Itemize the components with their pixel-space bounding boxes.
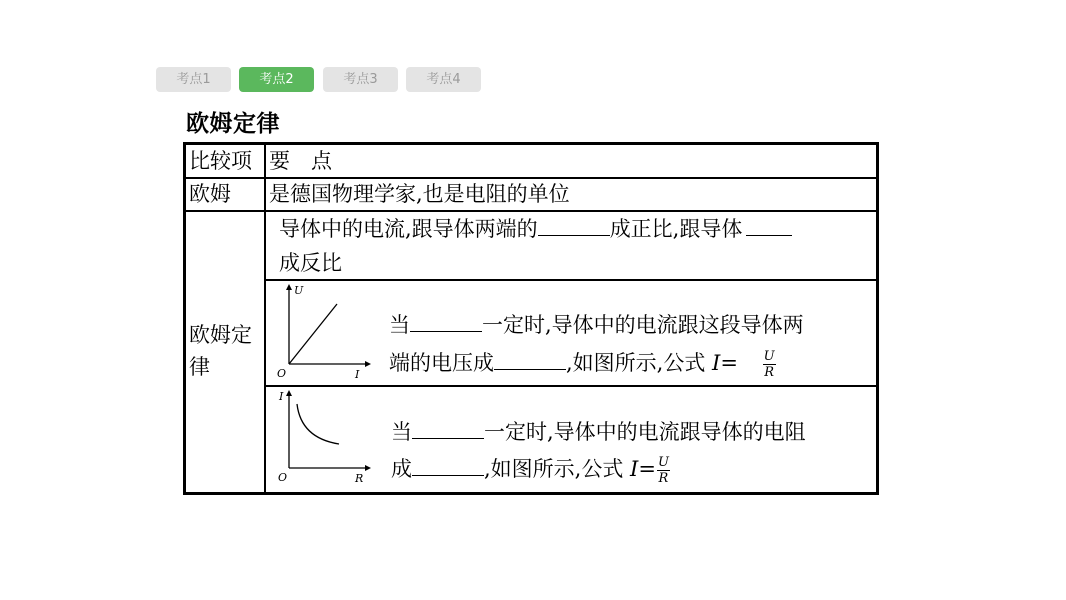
formula-eq: = bbox=[720, 351, 738, 375]
row-divider-ohm bbox=[186, 210, 876, 212]
row-divider-graph bbox=[266, 385, 876, 387]
header-compare-item: 比较项 bbox=[189, 149, 252, 173]
row-ohm-label: 欧姆 bbox=[189, 182, 231, 206]
tab-topic-3[interactable]: 考点3 bbox=[323, 67, 398, 92]
origin-label: O bbox=[277, 367, 287, 380]
law-statement-line1: 导体中的电流,跟导体两端的 成正比,跟导体 bbox=[279, 214, 792, 244]
formula-fraction: $\frac{U}{R}$ bbox=[657, 455, 669, 486]
fill-blank[interactable] bbox=[410, 311, 482, 332]
fill-blank[interactable] bbox=[412, 418, 484, 439]
origin-label: O bbox=[278, 471, 288, 484]
axis-label-y: I bbox=[279, 390, 284, 403]
fill-blank[interactable] bbox=[538, 215, 610, 236]
row-law-label-line2: 律 bbox=[189, 355, 210, 379]
row-divider-statement bbox=[266, 279, 876, 281]
formula-var: I bbox=[712, 351, 721, 375]
column-divider bbox=[264, 145, 266, 492]
graph1-text-line1: 当 一定时,导体中的电流跟这段导体两 bbox=[389, 313, 804, 337]
axis-label-y: U bbox=[294, 284, 304, 297]
graph1-text-line2: 端的电压成 ,如图所示,公式 I= $\frac{U}{R}$ bbox=[389, 349, 775, 380]
page-title: 欧姆定律 bbox=[186, 111, 280, 137]
ohms-law-table bbox=[183, 142, 879, 495]
formula-var: I bbox=[630, 457, 639, 481]
graph2-text-line1: 当 一定时,导体中的电流跟导体的电阻 bbox=[391, 420, 806, 444]
fill-blank[interactable] bbox=[494, 349, 566, 370]
law-statement-line2: 成反比 bbox=[279, 251, 342, 275]
formula-fraction: $\frac{U}{R}$ bbox=[763, 349, 775, 380]
fill-blank[interactable] bbox=[412, 455, 484, 476]
axis-label-x: I bbox=[355, 368, 360, 381]
header-key-points: 要 点 bbox=[269, 149, 332, 173]
fill-blank[interactable] bbox=[746, 215, 792, 236]
tab-topic-2[interactable]: 考点2 bbox=[239, 67, 314, 92]
i-r-graph bbox=[275, 388, 371, 488]
u-i-graph bbox=[275, 282, 371, 382]
graph2-text-line2: 成 ,如图所示,公式 I= $\frac{U}{R}$ bbox=[391, 455, 669, 486]
axis-label-x: R bbox=[355, 472, 364, 485]
tab-topic-4[interactable]: 考点4 bbox=[406, 67, 481, 92]
tab-topic-1[interactable]: 考点1 bbox=[156, 67, 231, 92]
row-ohm-text: 是德国物理学家,也是电阻的单位 bbox=[269, 182, 570, 206]
formula-eq: = bbox=[638, 457, 656, 481]
row-law-label-line1: 欧姆定 bbox=[189, 323, 252, 347]
